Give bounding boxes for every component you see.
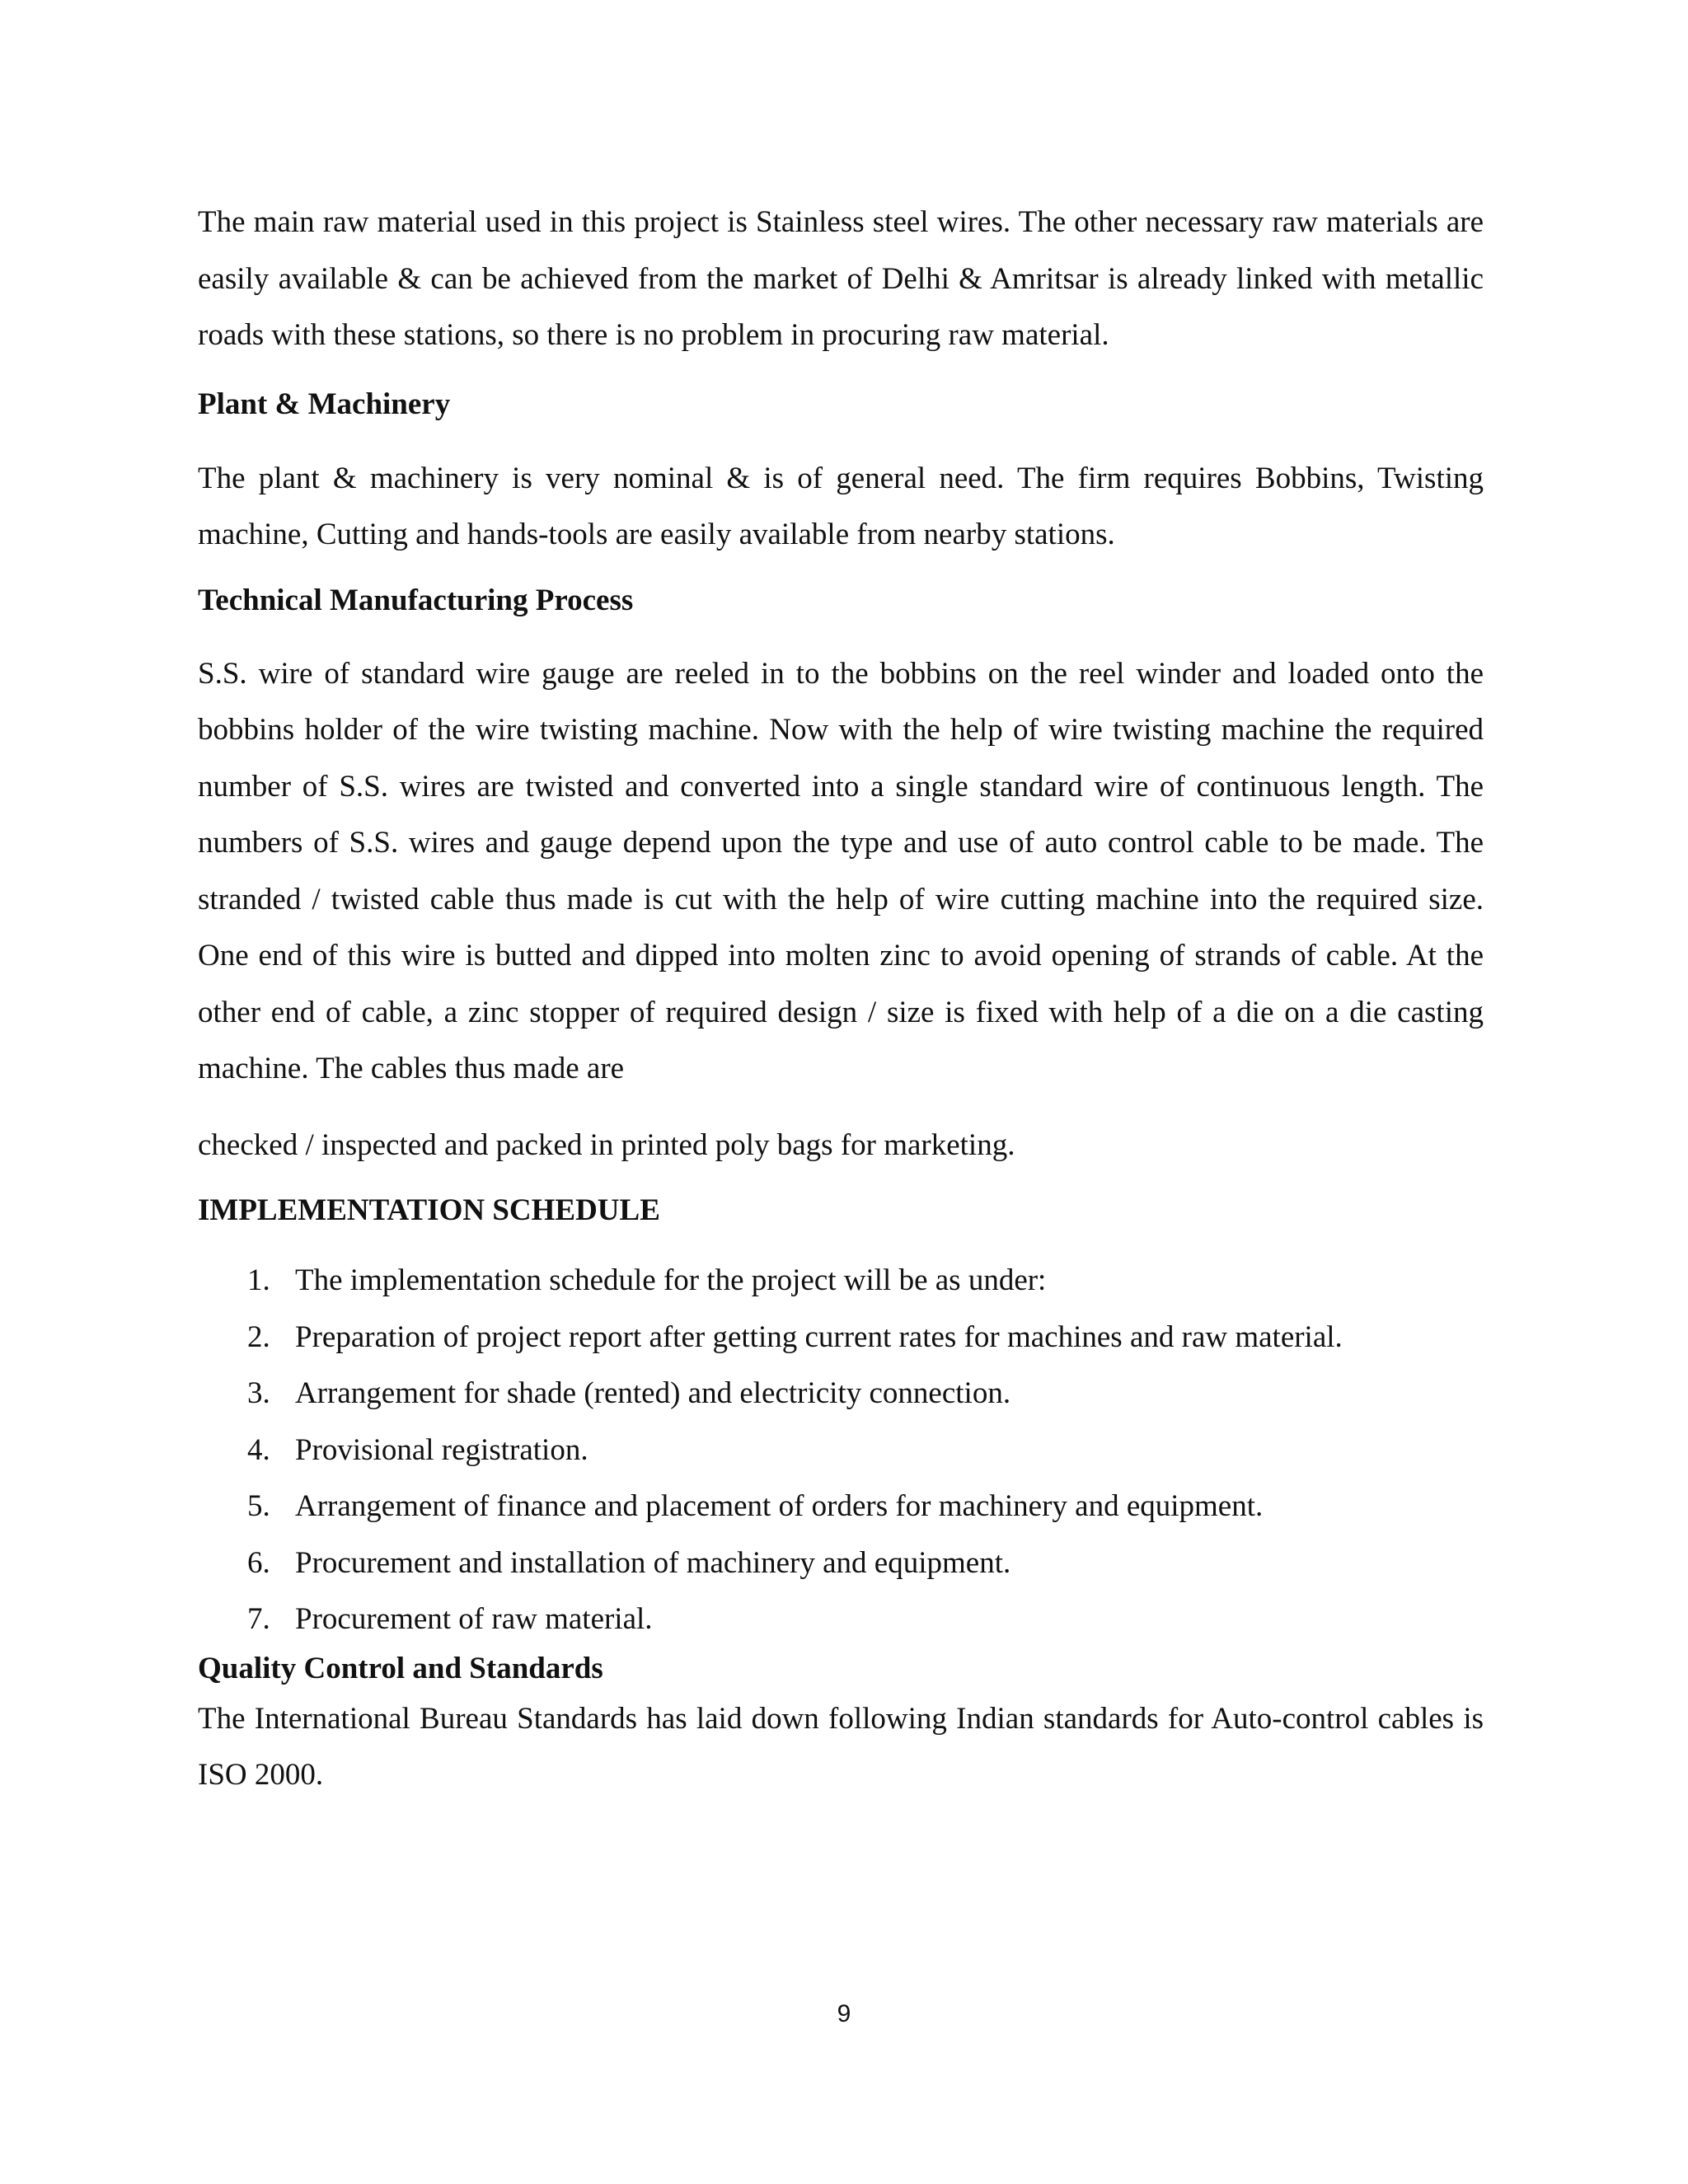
list-item bbox=[198, 1253, 1484, 1310]
list-item-number: 1. bbox=[247, 1263, 270, 1297]
list-item-number: 5. bbox=[247, 1489, 270, 1523]
list-item-number: 4. bbox=[247, 1432, 270, 1467]
list-item-number: 3. bbox=[247, 1376, 270, 1410]
list-item-number: 2. bbox=[247, 1319, 270, 1354]
paragraph-quality-control: The International Bureau Standards has laid down following Indian standards for Auto-control cables is ISO 2000. bbox=[198, 1701, 1484, 1792]
heading-plant-machinery: Plant & Machinery bbox=[198, 387, 451, 421]
list-item-text: The implementation schedule for the project will be as under: bbox=[295, 1263, 1047, 1297]
implementation-schedule-list bbox=[198, 1253, 1484, 1648]
paragraph-plant-machinery: The plant & machinery is very nominal & is of general need. The firm requires Bobbins, Twisting machine, Cutting and hands-tools are easily available from nearby stations. bbox=[198, 461, 1484, 551]
heading-quality-control: Quality Control and Standards bbox=[198, 1651, 603, 1685]
list-item-text: Procurement of raw material. bbox=[295, 1602, 653, 1636]
list-item-text: Procurement and installation of machinery and equipment. bbox=[295, 1545, 1011, 1580]
list-item bbox=[198, 1479, 1484, 1535]
list-item bbox=[198, 1535, 1484, 1592]
page-number: 9 bbox=[837, 2000, 851, 2027]
list-item-text: Arrangement for shade (rented) and electricity connection. bbox=[295, 1376, 1011, 1410]
list-item-text: Arrangement of finance and placement of orders for machinery and equipment. bbox=[295, 1489, 1264, 1523]
list-item bbox=[198, 1366, 1484, 1422]
paragraph-technical-process: S.S. wire of standard wire gauge are reeled in to the bobbins on the reel winder and loaded onto the bobbins holder of the wire twisting machine. Now with the help of wire twisting machine the required number of S.S. wires are twisted and converted into a single standard wire of continuous length. The numbers of S.S. wires and gauge depend upon the type and use of auto control cable to be made. The stranded / twisted cable thus made is cut with the help of wire cutting machine into the required size. One end of this wire is butted and dipped into molten zinc to avoid opening of strands of cable. At the other end of cable, a zinc stopper of required design / size is fixed with help of a die on a die casting machine. The cables thus made are bbox=[198, 656, 1484, 1085]
paragraph-raw-material: The main raw material used in this project is Stainless steel wires. The other necessary raw materials are easily available & can be achieved from the market of Delhi & Amritsar is already linked with metallic roads with these stations, so there is no problem in procuring raw material. bbox=[198, 205, 1484, 352]
list-item-number: 6. bbox=[247, 1545, 270, 1580]
list-item bbox=[198, 1591, 1484, 1648]
heading-implementation-schedule: IMPLEMENTATION SCHEDULE bbox=[198, 1193, 660, 1227]
heading-technical-process: Technical Manufacturing Process bbox=[198, 583, 634, 617]
paragraph-technical-process-continued: checked / inspected and packed in printed poly bags for marketing. bbox=[198, 1127, 1015, 1162]
list-item-number: 7. bbox=[247, 1602, 270, 1636]
list-item-text: Provisional registration. bbox=[295, 1432, 588, 1467]
list-item-text: Preparation of project report after getting current rates for machines and raw material. bbox=[295, 1319, 1343, 1354]
document-body bbox=[198, 194, 1484, 1804]
list-item bbox=[198, 1310, 1484, 1366]
list-item bbox=[198, 1422, 1484, 1479]
